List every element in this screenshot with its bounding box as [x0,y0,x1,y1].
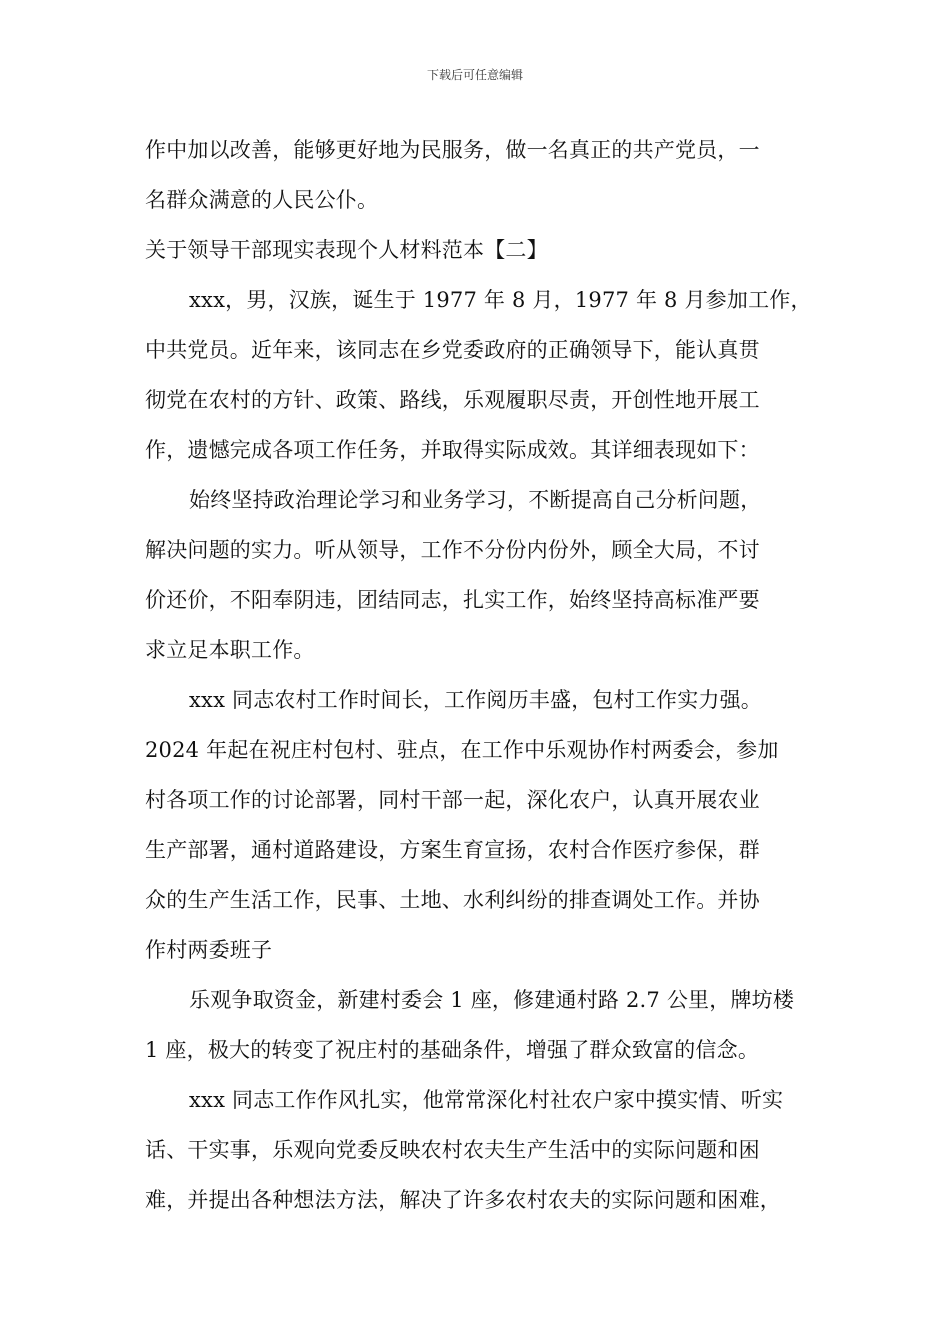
paragraph-line: 始终坚持政治理论学习和业务学习，不断提高自己分析问题， [189,488,762,512]
paragraph-line: 解决问题的实力。听从领导，工作不分份内份外，顾全大局，不讨 [145,538,760,562]
paragraph-line: 作，遗憾完成各项工作任务，并取得实际成效。其详细表现如下： [145,438,760,462]
paragraph-line: xxx 同志工作作风扎实，他常常深化村社农户家中摸实情、听实 [189,1088,784,1112]
paragraph-line: 生产部署，通村道路建设，方案生育宣扬，农村合作医疗参保，群 [145,838,760,862]
paragraph-line: 名群众满意的人民公仆。 [145,188,379,212]
paragraph-line: 作中加以改善，能够更好地为民服务，做一名真正的共产党员，一 [145,138,760,162]
paragraph-line: 价还价，不阳奉阴违，团结同志，扎实工作，始终坚持高标准严要 [145,588,760,612]
paragraph-line: 乐观争取资金，新建村委会 1 座，修建通村路 2.7 公里，牌坊楼 [189,988,795,1012]
header-note: 下载后可任意编辑 [426,68,523,82]
paragraph-line: xxx，男，汉族，诞生于 1977 年 8 月，1977 年 8 月参加工作， [189,288,812,312]
paragraph-line: 1 座，极大的转变了祝庄村的基础条件，增强了群众致富的信念。 [145,1038,760,1062]
paragraph-line: 作村两委班子 [145,938,273,962]
section-heading: 关于领导干部现实表现个人材料范本【二】 [145,238,548,262]
paragraph-line: 众的生产生活工作，民事、土地、水利纠纷的排查调处工作。并协 [145,888,760,912]
paragraph-line: 中共党员。近年来，该同志在乡党委政府的正确领导下，能认真贯 [145,338,760,362]
paragraph-line: 话、干实事，乐观向党委反映农村农夫生产生活中的实际问题和困 [145,1138,760,1162]
document-body [145,130,827,1230]
paragraph-line: 2024 年起在祝庄村包村、驻点，在工作中乐观协作村两委会，参加 [145,738,779,762]
paragraph-line: 彻党在农村的方针、政策、路线，乐观履职尽责，开创性地开展工 [145,388,760,412]
paragraph-line: xxx 同志农村工作时间长，工作阅历丰盛，包村工作实力强。 [189,688,763,712]
paragraph-line: 村各项工作的讨论部署，同村干部一起，深化农户，认真开展农业 [145,788,760,812]
paragraph-line: 难，并提出各种想法方法，解决了许多农村农夫的实际问题和困难， [145,1188,781,1212]
paragraph-line: 求立足本职工作。 [145,638,315,662]
